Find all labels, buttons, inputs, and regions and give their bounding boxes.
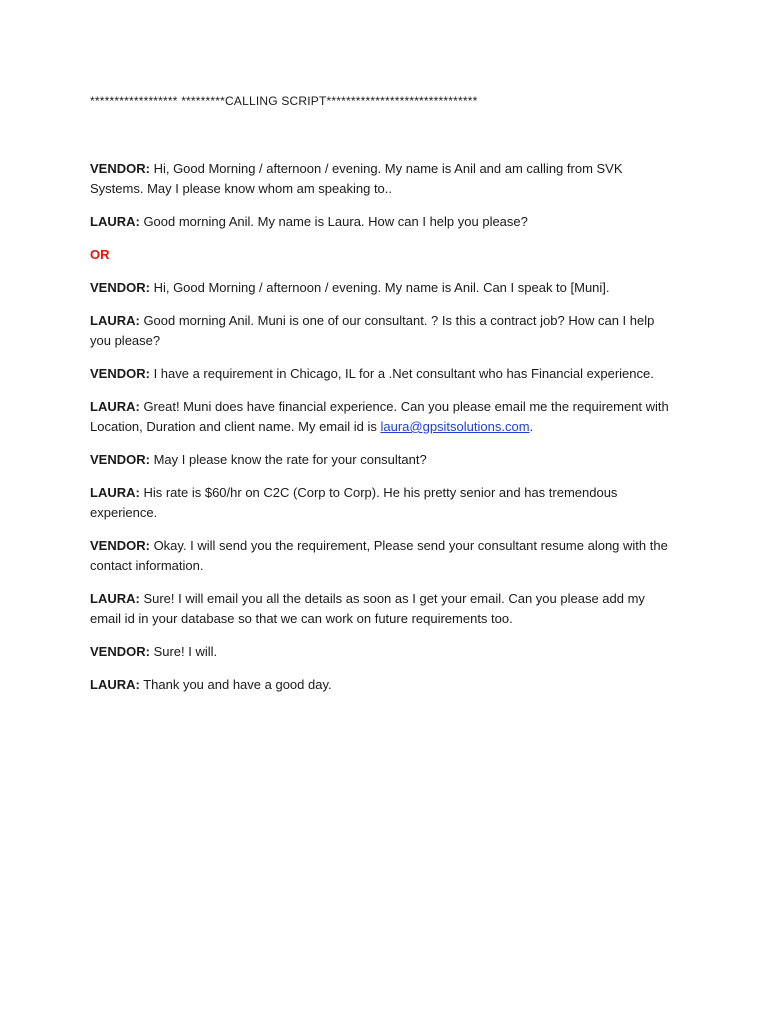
header-title: CALLING SCRIPT: [225, 94, 327, 108]
speaker-label: VENDOR:: [90, 538, 150, 553]
dialogue-line-laura-1: [90, 212, 675, 232]
speaker-label: LAURA:: [90, 677, 140, 692]
dialogue-line-vendor-2: [90, 278, 675, 298]
dialogue-text: Great! Muni does have financial experience. Can you please email me the requirement with Location, Duration and client name. My email id is: [90, 399, 669, 434]
dialogue-text: Okay. I will send you the requirement, Please send your consultant resume along with the contact information.: [90, 538, 668, 573]
dialogue-text: Sure! I will.: [149, 644, 218, 659]
dialogue-text: Sure! I will email you all the details as soon as I get your email. Can you please add my email id in your database so that we can work on future requirements too.: [90, 591, 645, 626]
speaker-label: LAURA:: [90, 214, 140, 229]
dialogue-text: His rate is $60/hr on C2C (Corp to Corp). He his pretty senior and has tremendous experience.: [90, 485, 618, 520]
dialogue-text: Hi, Good Morning / afternoon / evening. My name is Anil. Can I speak to [Muni].: [149, 280, 610, 295]
dialogue-text-end: .: [529, 419, 534, 434]
speaker-label: LAURA:: [90, 313, 140, 328]
speaker-label: VENDOR:: [90, 280, 150, 295]
dialogue-line-laura-2: [90, 311, 675, 351]
speaker-label: LAURA:: [90, 485, 140, 500]
speaker-label: VENDOR:: [90, 644, 150, 659]
speaker-label: VENDOR:: [90, 366, 150, 381]
speaker-label: LAURA:: [90, 399, 140, 414]
dialogue-line-laura-3: [90, 397, 675, 437]
dialogue-text: May I please know the rate for your consultant?: [149, 452, 427, 467]
script-header: [90, 93, 690, 109]
dialogue-text: Thank you and have a good day.: [139, 677, 332, 692]
script-body: [90, 159, 675, 708]
dialogue-line-laura-5: [90, 589, 675, 629]
dialogue-line-laura-4: [90, 483, 675, 523]
dialogue-line-laura-6: [90, 675, 675, 695]
dialogue-line-vendor-3: [90, 364, 675, 384]
dialogue-text: Hi, Good Morning / afternoon / evening. My name is Anil and am calling from SVK Systems. May I please know whom am speaking to..: [90, 161, 623, 196]
email-link[interactable]: laura@gpsitsolutions.com: [380, 419, 530, 434]
header-stars-right: *******************************: [326, 94, 478, 108]
dialogue-text: I have a requirement in Chicago, IL for a .Net consultant who has Financial experience.: [149, 366, 654, 381]
or-separator: OR: [90, 247, 110, 262]
dialogue-line-vendor-5: [90, 536, 675, 576]
dialogue-line-vendor-1: [90, 159, 675, 199]
header-stars-left: ****************** *********: [90, 94, 226, 108]
dialogue-text: Good morning Anil. My name is Laura. How can I help you please?: [139, 214, 528, 229]
dialogue-line-vendor-4: [90, 450, 675, 470]
speaker-label: VENDOR:: [90, 452, 150, 467]
dialogue-text: Good morning Anil. Muni is one of our consultant. ? Is this a contract job? How can I help you please?: [90, 313, 655, 348]
dialogue-line-vendor-6: [90, 642, 675, 662]
speaker-label: VENDOR:: [90, 161, 150, 176]
speaker-label: LAURA:: [90, 591, 140, 606]
